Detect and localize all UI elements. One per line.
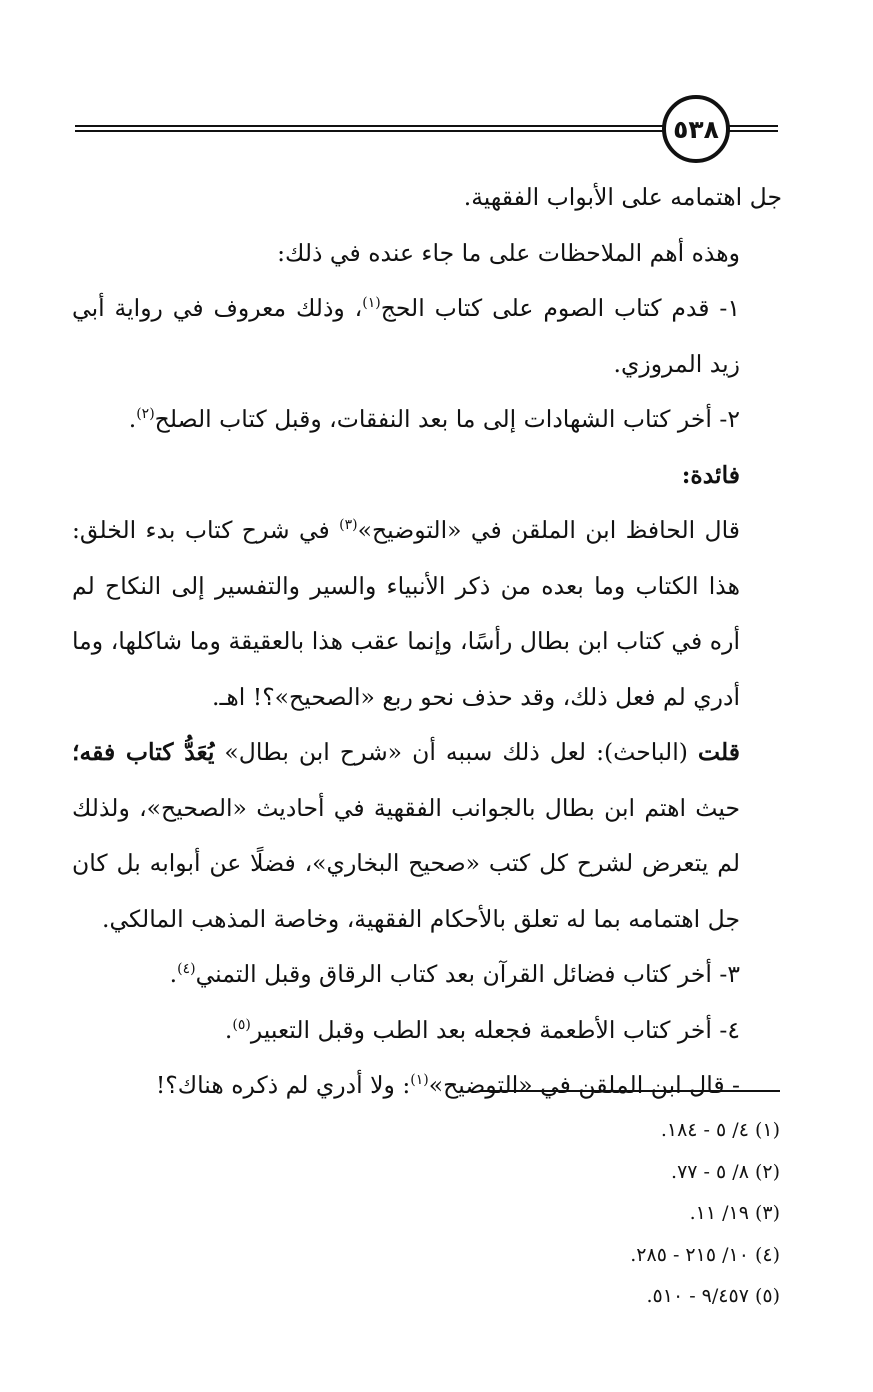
footnote: (٥) ٩/٤٥٧ - ٥١٠. [646, 1285, 780, 1307]
footnote: (٤) ١٠/ ٢١٥ - ٢٨٥. [630, 1243, 780, 1266]
footnote: (١) ٤/ ٥ - ١٨٤. [660, 1119, 780, 1141]
page-number: ٥٣٨ [673, 114, 719, 144]
footnote-ref: (٢) [136, 406, 155, 423]
footnote-ref: (١) [362, 295, 381, 312]
paragraph-7 [72, 725, 782, 947]
paragraph-text: . [224, 1015, 233, 1044]
footnote: (٣) ١٩/ ١١. [689, 1202, 780, 1224]
paragraph-text: وهذه أهم الملاحظات على ما جاء عنده في ذلك: [277, 238, 740, 267]
paragraph-10 [72, 1058, 782, 1114]
footnotes [380, 1110, 780, 1318]
paragraph-text: حيث اهتم ابن بطال بالجوانب الفقهية في أحاديث «الصحيح»، ولذلك لم يتعرض لشرح كل كتب «صحيح البخاري»، فضلًا عن أبوابه بل كان جل اهتمامه بما له تعلق بالأحكام الفقهية، وخاصة المذهب المالكي. [72, 793, 740, 933]
paragraph-text: : ولا أدري لم ذكره هناك؟! [155, 1071, 411, 1099]
header-rule [75, 125, 665, 132]
paragraph-text: (الباحث): لعل ذلك سببه أن «شرح ابن بطال» [214, 738, 698, 766]
paragraph-9 [72, 1003, 782, 1059]
paragraph-text: ١- قدم كتاب الصوم على كتاب الحج [380, 294, 740, 322]
emphasis-text: يُعَدُّ كتاب فقه؛ [72, 738, 215, 766]
header-rule-end [728, 125, 778, 132]
footnote: (٢) ٨/ ٥ - ٧٧. [671, 1160, 780, 1183]
lead-word: قلت [697, 738, 741, 766]
paragraph-text: ٣- أخر كتاب فضائل القرآن بعد كتاب الرقاق وقبل التمني [195, 960, 740, 988]
paragraph-text: . [169, 960, 178, 988]
section-heading [72, 448, 782, 504]
paragraph-text: في شرح كتاب بدء الخلق: هذا الكتاب وما بعده من ذكر الأنبياء والسير والتفسير إلى النكاح لم أره في كتاب ابن بطال رأسًا، وإنما عقب هذا بالعقيقة وما شاكلها، وما أدري لم فعل ذلك، وقد حذف نحو ربع «الصحيح»؟! اهـ. [72, 516, 740, 711]
paragraph-text: ٢- أخر كتاب الشهادات إلى ما بعد النفقات، وقبل كتاب الصلح [154, 405, 740, 433]
paragraph-text: ، وذلك معروف في رواية أبي زيد المروزي. [72, 294, 740, 378]
footnote-ref: (١) [410, 1072, 429, 1089]
paragraph-text: ٤- أخر كتاب الأطعمة فجعله بعد الطب وقبل التعبير [250, 1015, 740, 1044]
paragraph-4 [72, 392, 782, 448]
body-text [72, 170, 782, 1114]
paragraph-text: . [128, 405, 137, 433]
page-number-badge [662, 95, 730, 163]
paragraph-text: - قال ابن الملقن في «التوضيح» [428, 1071, 740, 1099]
paragraph-text: قال الحافظ ابن الملقن في «التوضيح» [357, 516, 740, 544]
paragraph-8 [72, 947, 782, 1003]
footnote-separator [480, 1090, 780, 1092]
footnote-ref: (٣) [339, 517, 358, 534]
paragraph-1 [72, 170, 782, 226]
heading-text: فائدة: [681, 460, 740, 489]
footnote-ref: (٥) [232, 1016, 251, 1033]
footnote-ref: (٤) [177, 961, 196, 978]
paragraph-3 [72, 281, 782, 392]
paragraph-6 [72, 503, 782, 725]
paragraph-text: جل اهتمامه على الأبواب الفقهية. [463, 183, 782, 211]
paragraph-2 [72, 226, 782, 282]
